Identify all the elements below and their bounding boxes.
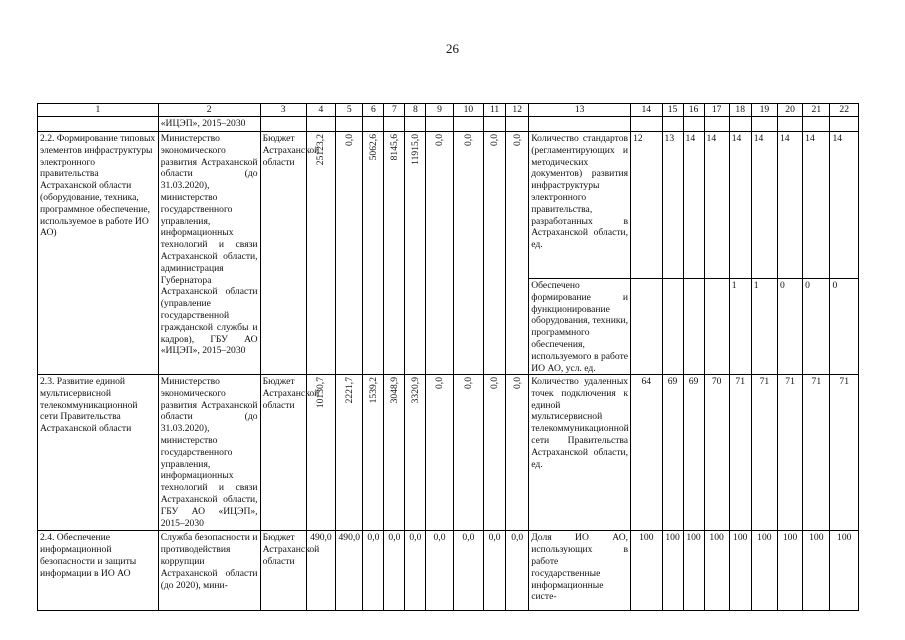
indicator-value: 100: [751, 531, 777, 611]
finance-value: 25123,2: [315, 134, 327, 166]
indicator-value: 0: [805, 280, 810, 291]
finance-value: 0,0: [462, 377, 474, 389]
indicator-value: 14: [706, 133, 717, 144]
indicator-value: 14: [805, 133, 815, 144]
header-cell: 12: [506, 104, 529, 117]
program-table: [37, 103, 859, 611]
header-cell: 11: [484, 104, 506, 117]
indicator-value: 69: [683, 375, 704, 531]
indicator-value: 100: [729, 531, 751, 611]
finance-value: 0,0: [426, 531, 453, 611]
indicator-value: 1: [731, 280, 737, 291]
header-cell: 10: [453, 104, 483, 117]
finance-value: 0,0: [511, 134, 523, 146]
indicator-value: 12: [633, 133, 643, 144]
finance-value: 0,0: [363, 531, 384, 611]
indicator-value: 71: [751, 375, 777, 531]
indicator-value: 100: [704, 531, 729, 611]
finance-value: 3320,9: [409, 377, 421, 404]
executor-text: Министерство экономического развития Астраханской области (до 31.03.2020), министерство государственного управления, информационных технологий и связи Астраханской области, администрация Губернатора Астраханской области (управление государственной гражданской службы и кадров), ГБУ АО «ИЦЭП», 2015–2030: [158, 132, 260, 375]
finance-value: 0,0: [343, 134, 355, 146]
indicator-value: 14: [685, 133, 696, 144]
finance-value: 1539,2: [367, 377, 379, 404]
measure-name: 2.4. Обеспечение информационной безопасности и защиты информации в ИО АО: [38, 531, 159, 611]
indicator-value: 14: [753, 133, 764, 144]
finance-value: 5062,6: [367, 134, 379, 161]
finance-cell: [336, 132, 363, 375]
executor-text: Служба безопасности и противодействия коррупции Астраханской области (до 2020), мини-: [158, 531, 260, 611]
header-cell: 17: [704, 104, 729, 117]
header-cell: 7: [384, 104, 405, 117]
finance-value: 10130,7: [315, 377, 327, 409]
indicator-text: Доля ИО АО, использующих в работе государственные информационные систе-: [529, 531, 631, 611]
indicator-text: Обеспечено формирование и функционирование оборудования, техники, программного обеспечения, используемого в работе ИО АО, усл. ед.: [531, 280, 629, 374]
finance-value: 0,0: [489, 134, 501, 146]
finance-value: 490,0: [306, 531, 335, 611]
finance-cell: [506, 132, 529, 375]
header-cell: 6: [363, 104, 384, 117]
finance-value: 11915,0: [409, 134, 421, 165]
indicator-value: 100: [631, 531, 662, 611]
indicator-cell: [529, 132, 631, 375]
header-cell: 19: [751, 104, 777, 117]
finance-value: 0,0: [506, 531, 529, 611]
header-cell: 1: [38, 104, 159, 117]
header-cell: 14: [631, 104, 662, 117]
finance-value: 8145,6: [388, 134, 400, 161]
finance-cell: [453, 132, 483, 375]
header-cell: 9: [426, 104, 453, 117]
indicator-value: 14: [832, 133, 843, 144]
header-cell: 16: [683, 104, 704, 117]
finance-value: 0,0: [489, 377, 501, 389]
continuation-row: [38, 117, 859, 132]
finance-value: 0,0: [484, 531, 506, 611]
finance-value: 0,0: [434, 377, 446, 389]
header-cell: 2: [158, 104, 260, 117]
header-cell: 15: [662, 104, 683, 117]
indicator-text: Количество стандартов (регламентирующих и методических документов) развития инфраструктуры электронного правительства, разработанных в Астраханской области, ед.: [531, 133, 629, 251]
indicator-value: 0: [832, 280, 838, 291]
indicator-value: 71: [777, 375, 802, 531]
indicator-value: 100: [777, 531, 802, 611]
indicator-value: 1: [753, 280, 759, 291]
finance-value: 0,0: [405, 531, 426, 611]
finance-cell: [363, 375, 384, 531]
table-row: [38, 531, 859, 611]
finance-value: 490,0: [336, 531, 363, 611]
finance-cell: [384, 375, 405, 531]
measure-name: 2.2. Формирование типовых элементов инфраструктуры электронного правительства Астраханской области (оборудование, техника, программное обеспечение, используемое в работе ИО АО): [38, 132, 159, 375]
funding-source: Бюджет Астраханской области: [260, 531, 306, 611]
indicator-value: 100: [662, 531, 683, 611]
finance-value: 2221,7: [343, 377, 355, 404]
header-cell: 21: [803, 104, 830, 117]
indicator-value: 69: [662, 375, 683, 531]
header-cell: 5: [336, 104, 363, 117]
indicator-value: 71: [830, 375, 859, 531]
finance-cell: [405, 375, 426, 531]
finance-value: 3048,9: [388, 377, 400, 404]
finance-cell: [506, 375, 529, 531]
continuation-text: «ИЦЭП», 2015–2030: [158, 117, 260, 132]
page-number: 26: [446, 41, 459, 56]
executor-text: Министерство экономического развития Астраханской области (до 31.03.2020), министерство государственного управления, информационных технологий и связи Астраханской области, ГБУ АО «ИЦЭП», 2015–2030: [158, 375, 260, 531]
finance-cell: [453, 375, 483, 531]
indicator-value: 14: [779, 133, 790, 144]
indicator-value: 100: [683, 531, 704, 611]
header-cell: 8: [405, 104, 426, 117]
finance-cell: [426, 375, 453, 531]
indicator-value: 0: [779, 280, 785, 291]
indicator-value: 71: [729, 375, 751, 531]
finance-cell: [306, 132, 335, 375]
finance-cell: [405, 132, 426, 375]
finance-value: 0,0: [462, 134, 474, 146]
header-row: [38, 104, 859, 117]
funding-source: Бюджет Астраханской области: [260, 375, 306, 531]
finance-cell: [363, 132, 384, 375]
finance-cell: [336, 375, 363, 531]
measure-name: 2.3. Развитие единой мультисервисной телекоммуникационной сети Правительства Астраханской области: [38, 375, 159, 531]
indicator-text: Количество удаленных точек подключения к единой мультисервисной телекоммуникационной сети Правительства Астраханской области, ед.: [529, 375, 631, 531]
indicator-value: 100: [830, 531, 859, 611]
indicator-value: 64: [631, 375, 662, 531]
header-cell: 13: [529, 104, 631, 117]
funding-source: Бюджет Астраханской области: [260, 132, 306, 375]
table-row: [38, 375, 859, 531]
indicator-value: 100: [803, 531, 830, 611]
indicator-value: 14: [731, 133, 742, 144]
header-cell: 20: [777, 104, 802, 117]
indicator-value: 71: [803, 375, 830, 531]
header-cell: 22: [830, 104, 859, 117]
finance-cell: [484, 375, 506, 531]
finance-value: 0,0: [434, 134, 446, 146]
indicator-value: 13: [664, 133, 675, 144]
header-cell: 18: [729, 104, 751, 117]
header-cell: 4: [306, 104, 335, 117]
finance-cell: [384, 132, 405, 375]
finance-value: 0,0: [511, 377, 523, 389]
table-row: [38, 132, 859, 375]
finance-cell: [426, 132, 453, 375]
finance-value: 0,0: [384, 531, 405, 611]
finance-value: 0,0: [453, 531, 483, 611]
indicator-value: 70: [704, 375, 729, 531]
finance-cell: [484, 132, 506, 375]
header-cell: 3: [260, 104, 306, 117]
